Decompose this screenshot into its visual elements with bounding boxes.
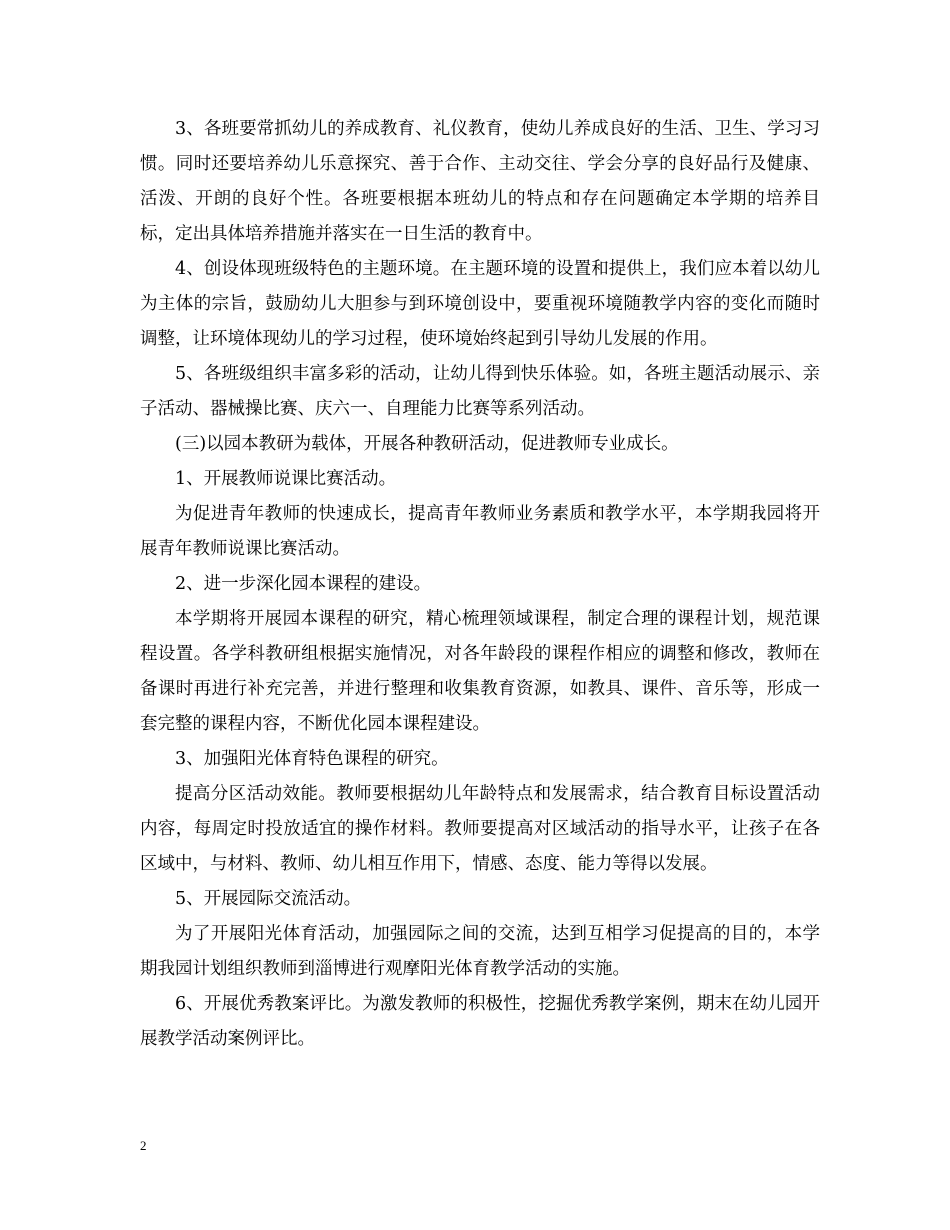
paragraph-1: 3、各班要常抓幼儿的养成教育、礼仪教育，使幼儿养成良好的生活、卫生、学习习惯。同时还要培养幼儿乐意探究、善于合作、主动交往、学会分享的良好品行及健康、活泼、开朗的良好个性。各班要根据本班幼儿的特点和存在问题确定本学期的培养目标，定出具体培养措施并落实在一日生活的教育中。 bbox=[140, 119, 820, 244]
item-heading-3: 3、加强阳光体育特色课程的研究。 bbox=[175, 749, 449, 769]
paragraph-12: 为了开展阳光体育活动，加强园际之间的交流，达到互相学习促提高的目的，本学期我园计划组织教师到淄博进行观摩阳光体育教学活动的实施。 bbox=[140, 924, 820, 979]
item-heading-1: 1、开展教师说课比赛活动。 bbox=[175, 469, 397, 489]
item-heading-2: 2、进一步深化园本课程的建设。 bbox=[175, 574, 432, 594]
paragraph-6: 为促进青年教师的快速成长，提高青年教师业务素质和教学水平，本学期我园将开展青年教师说课比赛活动。 bbox=[140, 504, 820, 559]
document-body bbox=[140, 112, 820, 1057]
paragraph-3: 5、各班级组织丰富多彩的活动，让幼儿得到快乐体验。如，各班主题活动展示、亲子活动、器械操比赛、庆六一、自理能力比赛等系列活动。 bbox=[140, 364, 820, 419]
paragraph-8: 本学期将开展园本课程的研究，精心梳理领域课程，制定合理的课程计划，规范课程设置。各学科教研组根据实施情况，对各年龄段的课程作相应的调整和修改，教师在备课时再进行补充完善，并进行整理和收集教育资源，如教具、课件、音乐等，形成一套完整的课程内容，不断优化园本课程建设。 bbox=[140, 609, 820, 734]
item-heading-5: 5、开展园际交流活动。 bbox=[175, 889, 362, 909]
section-heading: (三)以园本教研为载体，开展各种教研活动，促进教师专业成长。 bbox=[175, 434, 679, 454]
paragraph-10: 提高分区活动效能。教师要根据幼儿年龄特点和发展需求，结合教育目标设置活动内容，每周定时投放适宜的操作材料。教师要提高对区域活动的指导水平，让孩子在各区域中，与材料、教师、幼儿相互作用下，情感、态度、能力等得以发展。 bbox=[140, 784, 820, 874]
paragraph-2: 4、创设体现班级特色的主题环境。在主题环境的设置和提供上，我们应本着以幼儿为主体的宗旨，鼓励幼儿大胆参与到环境创设中，要重视环境随教学内容的变化而随时调整，让环境体现幼儿的学习过程，使环境始终起到引导幼儿发展的作用。 bbox=[140, 259, 820, 349]
page-number: 2 bbox=[140, 1138, 147, 1153]
paragraph-13: 6、开展优秀教案评比。为激发教师的积极性，挖掘优秀教学案例，期末在幼儿园开展教学活动案例评比。 bbox=[140, 994, 820, 1049]
